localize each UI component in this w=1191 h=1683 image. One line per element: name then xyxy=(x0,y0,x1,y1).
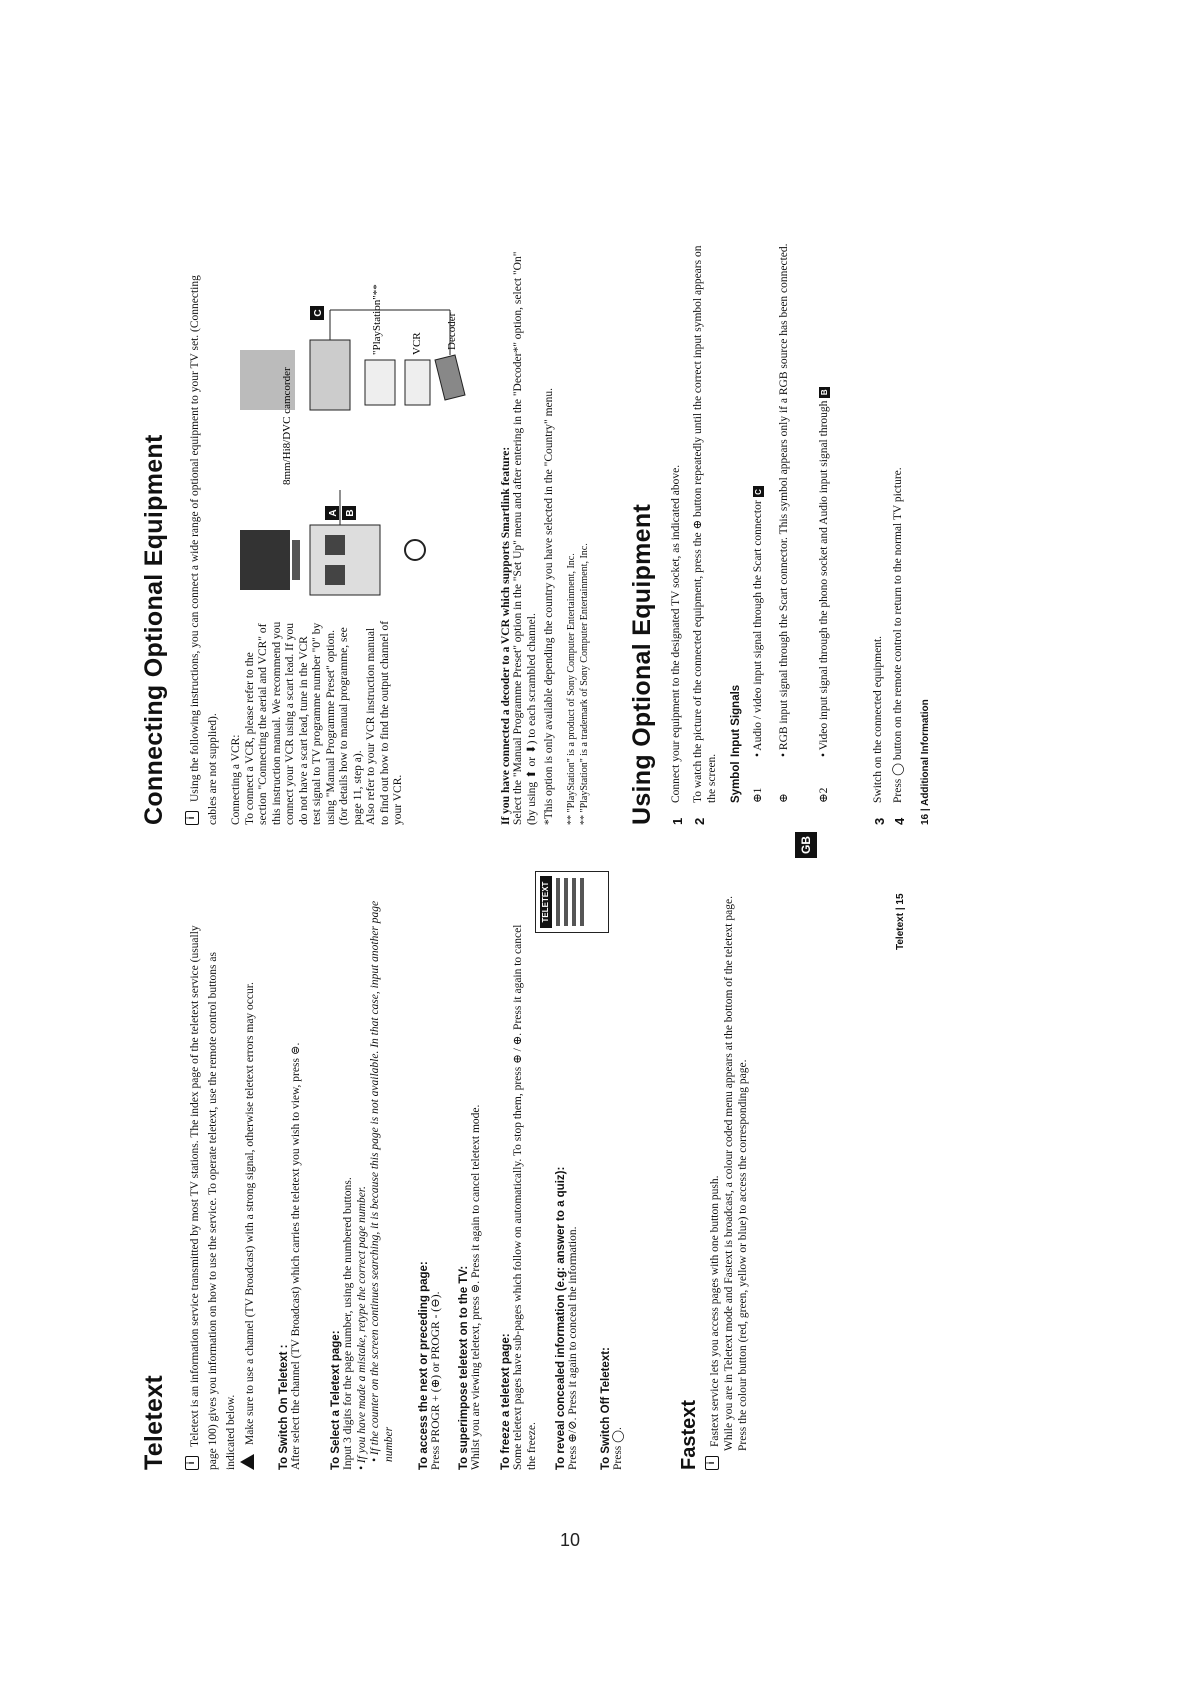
teletext-screen-label: TELETEXT xyxy=(540,876,552,928)
access-page-section xyxy=(418,910,444,1470)
select-page-text: Input 3 digits for the page number, using the numbered buttons. xyxy=(342,1177,354,1470)
freeze-title: To freeze a teletext page: xyxy=(500,1333,512,1470)
fastext-text-2: While you are in Teletext mode and Fastext is broadcast, a colour coded menu appears at the bottom of the teletext page. Press the colour button (red, green, yellow or blue) to access the corresponding page. xyxy=(723,896,749,1451)
decoder-section xyxy=(500,245,592,825)
fastext-text-1: Fastext service lets you access pages with one button push. xyxy=(709,1175,721,1447)
input-signals-table xyxy=(730,223,860,803)
info-icon: i xyxy=(185,1456,199,1470)
label-decoder: Decoder xyxy=(446,312,458,350)
additional-info-footer: 16 | Additional Information xyxy=(920,699,931,825)
playstation-note-1: ** "PlayStation" is a product of Sony Computer Entertainment, Inc. xyxy=(565,553,577,825)
input-row-1-text: • Audio / video input signal through the Scart connector xyxy=(752,500,764,757)
step-2: To watch the picture of the connected equipment, press the ⊕ button repeatedly until the correct input symbol appears on the screen. xyxy=(692,245,718,803)
info-icon: i xyxy=(705,1456,719,1470)
headphones-icon xyxy=(405,540,425,560)
reveal-text: Press ⊕/⊘. Press it again to conceal the information. xyxy=(567,1226,579,1470)
playstation-image xyxy=(365,360,395,405)
access-page-title: To access the next or preceding page: xyxy=(418,1261,430,1470)
switch-off-title: To Switch Off Teletext: xyxy=(600,1347,612,1470)
connecting-intro-text: Using the following instructions, you can connect a wide range of optional equipment to your TV set. (Connecting cables are not supplied). xyxy=(189,275,219,825)
label-c: C xyxy=(313,309,324,317)
superimpose-text: Whilst you are viewing teletext, press ⊜. Press it again to cancel teletext mode. xyxy=(470,1104,482,1470)
symbol-header: Symbol xyxy=(730,761,742,803)
fastext-title: Fastext xyxy=(678,1399,700,1470)
symbol-1: ⊕1 xyxy=(752,787,764,803)
warning-icon xyxy=(240,1454,254,1470)
step-3: Switch on the connected equipment. xyxy=(872,635,884,803)
connecting-title: Connecting Optional Equipment xyxy=(140,434,168,825)
switch-on-section xyxy=(278,1030,304,1470)
teletext-intro-text: Teletext is an information service transmitted by most TV stations. The index page of the teletext service (usually page 100) gives you information on how to use the service. To operate teletext, use the remote control buttons as indicated below. xyxy=(189,925,237,1470)
using-title: Using Optional Equipment xyxy=(628,503,656,825)
teletext-intro xyxy=(185,910,239,1470)
teletext-warning-text: Make sure to use a channel (TV Broadcast) with a strong signal, otherwise teletext errors may occur. xyxy=(244,982,256,1445)
vcr-text: To connect a VCR, please refer to the section "Connecting the aerial and VCR" of this instruction manual. We recommend you connect your VCR using a scart lead. If you do not have a scart lead, tune in the VCR test signal to TV programme number "0" by using "Manual Programme Preset" option. (for details how to manual programme, see page 11, step a). xyxy=(243,621,364,825)
label-camcorder: 8mm/Hi8/DVC camcorder xyxy=(281,367,293,485)
connection-diagram xyxy=(230,250,480,610)
info-icon: i xyxy=(185,811,199,825)
access-page-text: Press PROGR + (⊕) or PROGR - (⊖). xyxy=(430,1291,442,1470)
input-row-1 xyxy=(752,237,766,757)
symbol-2: ⊕2 xyxy=(818,787,830,803)
page-number: 10 xyxy=(560,1530,581,1550)
decoder-text: Select the "Manual Programme Preset" option in the "Set Up" menu and after entering in the "Decoder*" option, select "On" (by using ⬆ or ⬇) to each scrambled channel. xyxy=(512,251,538,825)
select-page-section xyxy=(330,870,396,1470)
scart-connector-image xyxy=(310,340,350,410)
reveal-section xyxy=(555,910,581,1470)
label-vcr: VCR xyxy=(411,332,423,355)
select-page-note-1: • If you have made a mistake, retype the correct page number. xyxy=(355,1186,368,1470)
optional-equipment-page: Connecting Optional Equipment i Using the following instructions, you can connect a wide range of optional equipment to your TV set. (Connecting cables are not supplied). Connecting a VCR: To connect a VCR, please refer to the section "Connecting the aerial and VCR" of this instruction manual. We recommend you connect your VCR using a scart lead. If you do not have a scart lead, tune in the VCR test signal to TV programme number "0" by using "Manual Programme Preset" option. (for details how to manual programme, see page 11, step a). Also refer to your VCR instruction manual to find out how to find the output channel of your VCR. C A B 8mm/Hi8/DVC camcorder "PlayStation"** VCR Decoder If you have connected a decoder to a VCR which supports Smartlink feature: Select the "Manual Programme Preset" option in the "Set Up" menu and after entering in the "Decoder*" option, select "On" (by using ⬆ or ⬇) to each scrambled channel. *This option is only available depending the country you have selected in the "Country" menu. ** "PlayStation" is a product of Sony Computer Entertainment, Inc. ** "PlayStation" is a trademark of Sony Computer Entertainment, Inc. Using Optional Equipment 1 Connect your equipment to the designated TV socket, as indicated above. 2 To watch the picture of the connected equipment, press the ⊕ button repeatedly until the correct input symbol appears on the screen. Symbol Input Signals ⊕1 • Audio / video input signal through the Scart connector C ⊕ • RGB input signal through the Scart connector. This symbol appears only if a RGB source has been connected. ⊕2 • Video input signal through the phono socket and Audio input signal through B 3 Switch on the connected equipment. 4 Press ◯ button on the remote control to return to the normal TV picture. 16 | Additional Information xyxy=(140,235,1070,825)
freeze-section xyxy=(500,910,539,1470)
reveal-title: To reveal concealed information (e.g: answer to a quiz): xyxy=(555,1166,567,1470)
teletext-title: Teletext xyxy=(140,1374,168,1470)
superimpose-title: To superimpose teletext on to the TV: xyxy=(458,1265,470,1470)
teletext-footer: Teletext | 15 xyxy=(895,893,906,950)
teletext-page xyxy=(140,865,1070,1470)
teletext-warning xyxy=(240,910,258,1470)
step-4: Press ◯ button on the remote control to return to the normal TV picture. xyxy=(892,467,904,803)
switch-off-text: Press ◯. xyxy=(612,1427,624,1470)
step-1: Connect your equipment to the designated TV socket, as indicated above. xyxy=(670,464,682,803)
switch-off-section xyxy=(600,910,626,1470)
select-page-note-2: • If the counter on the screen continues searching, it is because this page is not available. In that case, input another page number xyxy=(369,900,395,1462)
symbol-rgb: ⊕ xyxy=(778,793,790,803)
vcr-title: Connecting a VCR: xyxy=(230,734,242,825)
scart-c-badge: C xyxy=(753,486,764,497)
fastext-section xyxy=(705,870,750,1470)
playstation-note-2: ** "PlayStation" is a trademark of Sony Computer Entertainment, Inc. xyxy=(579,543,590,825)
vcr-image xyxy=(405,360,430,405)
connecting-intro xyxy=(185,245,221,825)
freeze-text: Some teletext pages have sub-pages which follow on automatically. To stop them, press ⊕ / ⊕. Press it again to cancel the freeze. xyxy=(512,924,538,1470)
superimpose-section xyxy=(458,910,484,1470)
decoder-note: *This option is only available depending the country you have selected in the "Country" menu. xyxy=(543,387,555,825)
input-row-2-text: • Video input signal through the phono socket and Audio input signal through xyxy=(818,400,830,757)
label-b: B xyxy=(345,509,356,517)
vcr-section xyxy=(230,620,406,825)
gb-badge: GB xyxy=(795,832,817,858)
switch-on-text: After select the channel (TV Broadcast) which carries the teletext you wish to view, press ⊜. xyxy=(290,1042,302,1470)
select-page-title: To Select a Teletext page: xyxy=(330,1330,342,1470)
input-row-2 xyxy=(818,237,832,757)
rotated-spread xyxy=(140,230,1070,1470)
input-row-rgb: • RGB input signal through the Scart connector. This symbol appears only if a RGB source has been connected. xyxy=(778,243,790,757)
decoder-title: If you have connected a decoder to a VCR which supports Smartlink feature: xyxy=(500,446,512,825)
tv-set-image xyxy=(240,530,290,590)
input-signals-header: Input Signals xyxy=(730,684,742,757)
label-playstation: "PlayStation"** xyxy=(371,284,383,355)
label-a: A xyxy=(328,509,339,517)
switch-on-title: To Switch On Teletext : xyxy=(278,1344,290,1470)
vcr-text-2: Also refer to your VCR instruction manual to find out how to find the output channel of your VCR. xyxy=(365,620,404,825)
phono-b-badge: B xyxy=(819,387,830,398)
decoder-image xyxy=(435,355,465,400)
